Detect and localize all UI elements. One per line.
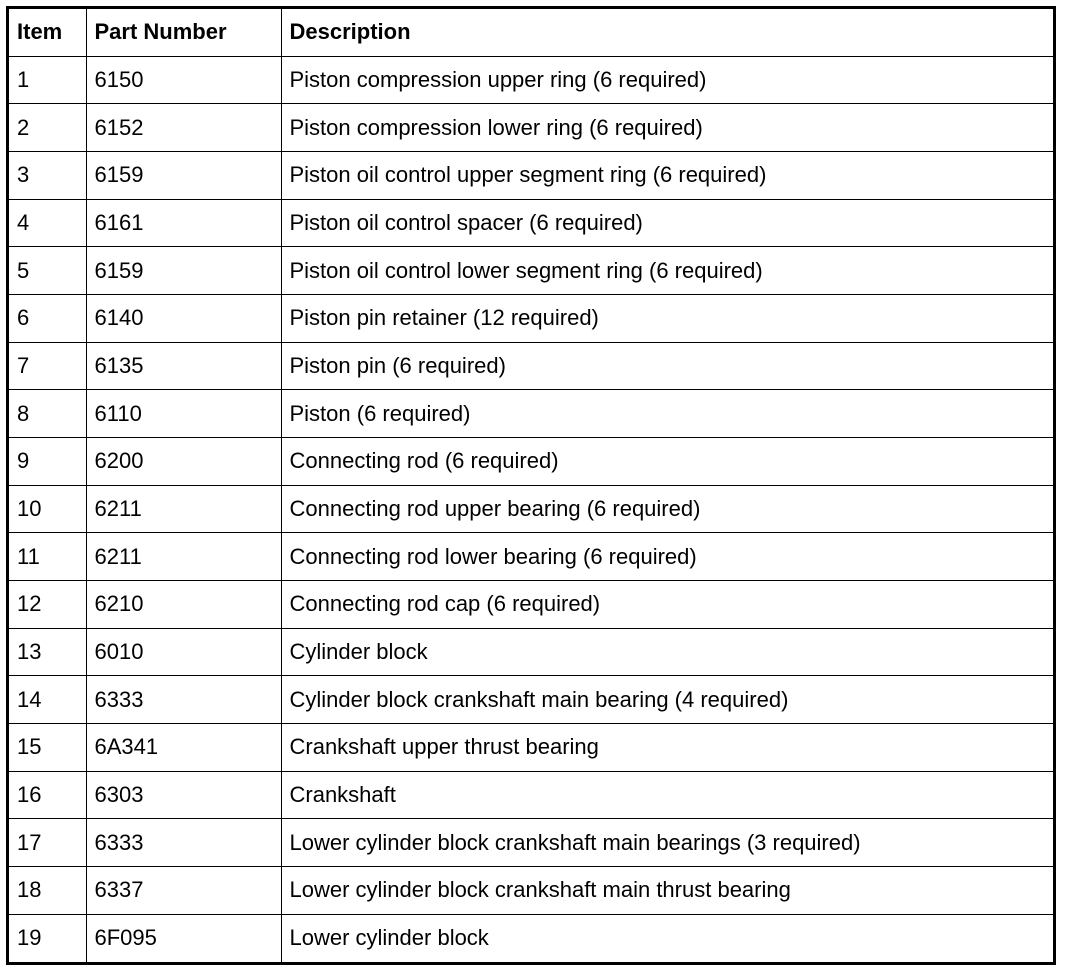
- cell-description: Piston oil control upper segment ring (6 required): [281, 151, 1053, 199]
- cell-description: Connecting rod upper bearing (6 required): [281, 485, 1053, 533]
- cell-part-number: 6200: [86, 437, 281, 485]
- cell-description: Piston pin retainer (12 required): [281, 294, 1053, 342]
- cell-part-number: 6152: [86, 104, 281, 152]
- cell-description: Crankshaft: [281, 771, 1053, 819]
- cell-part-number: 6161: [86, 199, 281, 247]
- cell-description: Piston compression upper ring (6 required): [281, 56, 1053, 104]
- header-item: Item: [9, 9, 86, 56]
- table-row: [9, 819, 1053, 867]
- cell-description: Cylinder block: [281, 628, 1053, 676]
- header-description: Description: [281, 9, 1053, 56]
- cell-part-number: 6211: [86, 533, 281, 581]
- cell-part-number: 6337: [86, 866, 281, 914]
- cell-part-number: 6159: [86, 247, 281, 295]
- cell-description: Piston (6 required): [281, 390, 1053, 438]
- cell-part-number: 6135: [86, 342, 281, 390]
- table-row: [9, 533, 1053, 581]
- cell-item: 15: [9, 723, 86, 771]
- cell-part-number: 6F095: [86, 914, 281, 962]
- cell-description: Connecting rod lower bearing (6 required): [281, 533, 1053, 581]
- table-row: [9, 866, 1053, 914]
- cell-item: 5: [9, 247, 86, 295]
- cell-description: Piston oil control spacer (6 required): [281, 199, 1053, 247]
- cell-item: 18: [9, 866, 86, 914]
- cell-description: Piston compression lower ring (6 required): [281, 104, 1053, 152]
- cell-part-number: 6211: [86, 485, 281, 533]
- cell-item: 1: [9, 56, 86, 104]
- cell-part-number: 6010: [86, 628, 281, 676]
- cell-item: 8: [9, 390, 86, 438]
- table-row: [9, 437, 1053, 485]
- table-row: [9, 294, 1053, 342]
- table-row: [9, 151, 1053, 199]
- cell-description: Lower cylinder block crankshaft main thrust bearing: [281, 866, 1053, 914]
- cell-item: 12: [9, 580, 86, 628]
- cell-item: 3: [9, 151, 86, 199]
- table-row: [9, 676, 1053, 724]
- cell-part-number: 6159: [86, 151, 281, 199]
- table-row: [9, 390, 1053, 438]
- table-row: [9, 342, 1053, 390]
- header-row: [9, 9, 1053, 56]
- table-row: [9, 247, 1053, 295]
- cell-part-number: 6333: [86, 819, 281, 867]
- table-row: [9, 723, 1053, 771]
- cell-item: 7: [9, 342, 86, 390]
- header-part-number: Part Number: [86, 9, 281, 56]
- cell-description: Piston oil control lower segment ring (6 required): [281, 247, 1053, 295]
- cell-description: Connecting rod cap (6 required): [281, 580, 1053, 628]
- cell-item: 11: [9, 533, 86, 581]
- cell-part-number: 6A341: [86, 723, 281, 771]
- cell-item: 2: [9, 104, 86, 152]
- table-row: [9, 199, 1053, 247]
- table-row: [9, 628, 1053, 676]
- parts-table: [9, 9, 1053, 962]
- cell-item: 16: [9, 771, 86, 819]
- cell-item: 17: [9, 819, 86, 867]
- cell-part-number: 6110: [86, 390, 281, 438]
- cell-part-number: 6150: [86, 56, 281, 104]
- cell-item: 13: [9, 628, 86, 676]
- cell-part-number: 6333: [86, 676, 281, 724]
- cell-description: Piston pin (6 required): [281, 342, 1053, 390]
- table-body: [9, 56, 1053, 962]
- cell-description: Crankshaft upper thrust bearing: [281, 723, 1053, 771]
- cell-item: 9: [9, 437, 86, 485]
- cell-description: Lower cylinder block crankshaft main bearings (3 required): [281, 819, 1053, 867]
- cell-description: Lower cylinder block: [281, 914, 1053, 962]
- table-row: [9, 56, 1053, 104]
- parts-table-frame: [6, 6, 1056, 965]
- table-row: [9, 914, 1053, 962]
- cell-item: 6: [9, 294, 86, 342]
- cell-item: 14: [9, 676, 86, 724]
- cell-description: Connecting rod (6 required): [281, 437, 1053, 485]
- table-row: [9, 771, 1053, 819]
- cell-item: 19: [9, 914, 86, 962]
- cell-description: Cylinder block crankshaft main bearing (4 required): [281, 676, 1053, 724]
- cell-item: 10: [9, 485, 86, 533]
- table-row: [9, 104, 1053, 152]
- cell-part-number: 6303: [86, 771, 281, 819]
- table-row: [9, 580, 1053, 628]
- cell-item: 4: [9, 199, 86, 247]
- cell-part-number: 6210: [86, 580, 281, 628]
- table-header: [9, 9, 1053, 56]
- table-row: [9, 485, 1053, 533]
- cell-part-number: 6140: [86, 294, 281, 342]
